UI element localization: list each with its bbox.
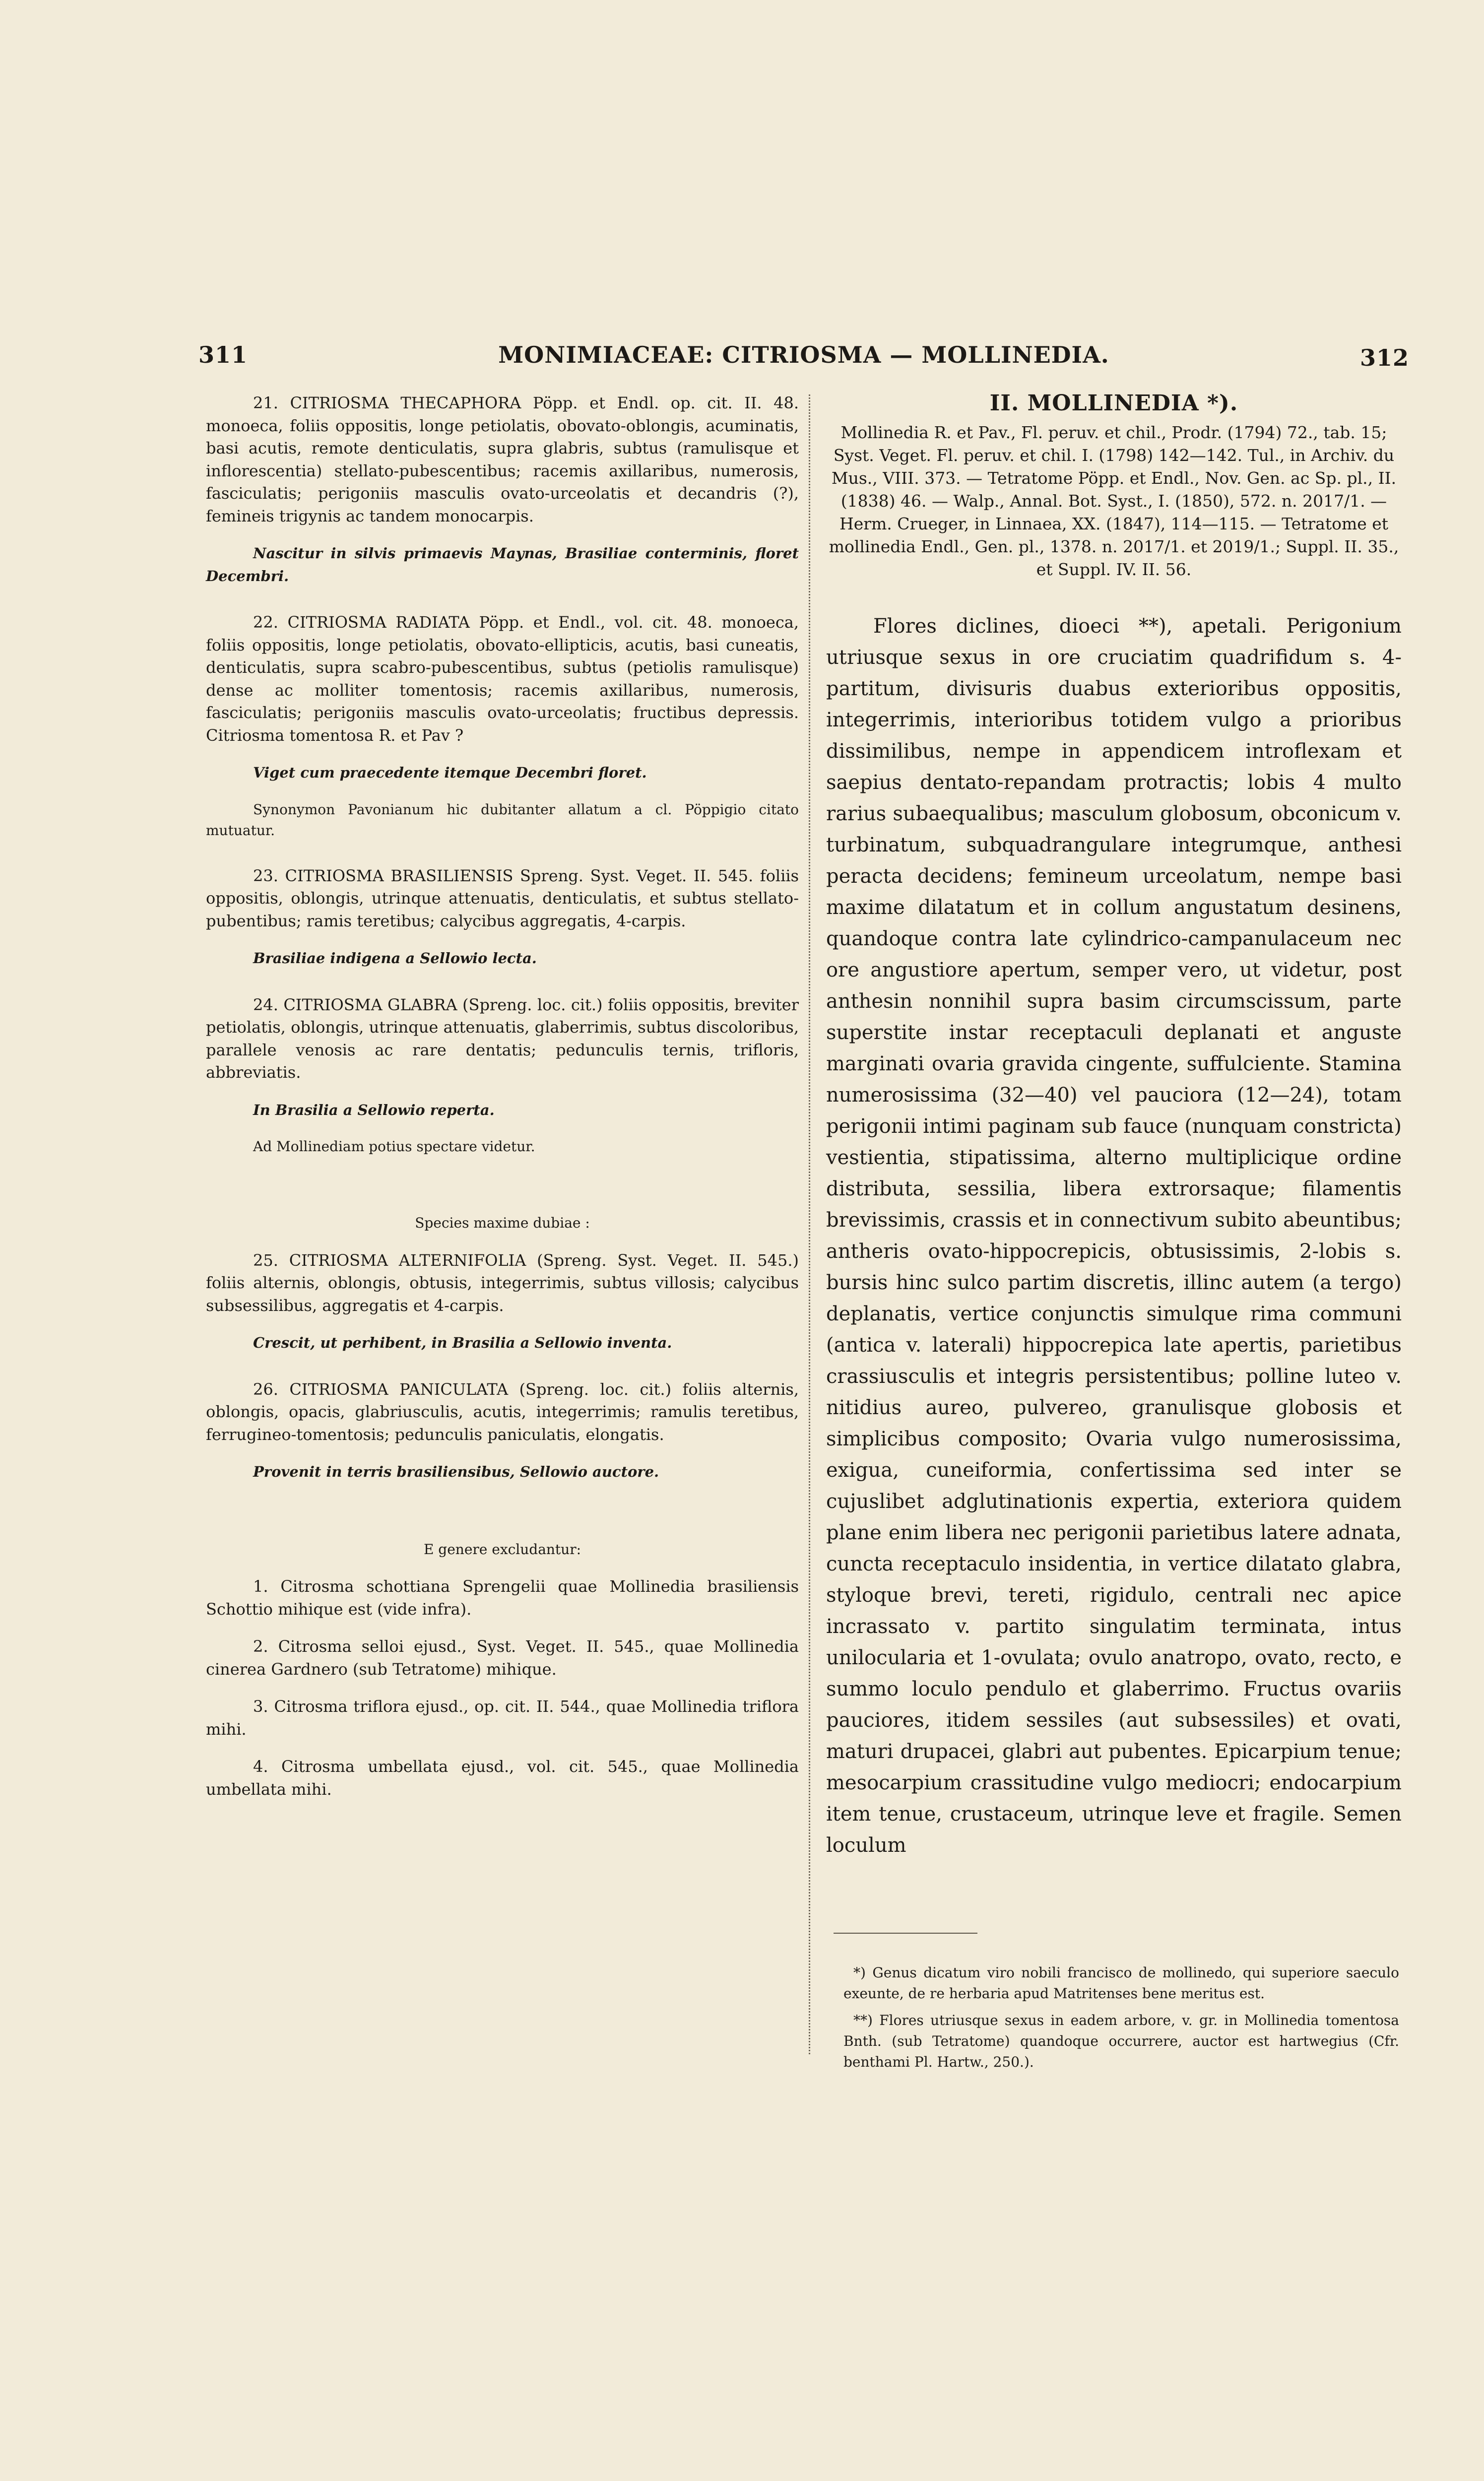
genus-description: Flores diclines, dioeci **), apetali. Perigonium utriusque sexus in ore cruciatim quadrifidum s. 4-partitum, divisuris duabus exterioribus oppositis, integerrimis, interioribus totidem vulgo a prioribus dissimilibus, nempe in appendicem introflexam et saepius dentato-repandam protractis; lobis 4 multo rarius subaequalibus; masculum globosum, obconicum v. turbinatum, subquadrangulare integrumque, anthesi peracta decidens; femineum urceolatum, nempe basi maxime dilatatum et in collum angustatum desinens, quandoque contra late cylindrico-campanulaceum nec ore angustiore apertum, semper vero, ut videtur, post anthesin nonnihil supra basim circumscissum, parte superstite instar receptaculi deplanati et anguste marginati ovaria gravida cingente, suffulciente. Stamina numerosissima (32—40) vel pauciora (12—24), totam perigonii intimi paginam sub fauce (nunquam constricta) vestientia, stipatissima, alterno multiplicique ordine distributa, sessilia, libera extrorsaque; filamentis brevissimis, crassis et in connectivum subito abeuntibus; antheris ovato-hippocrepicis, obtusissimis, 2-lobis s. bursis hinc sulco partim discretis, illinc autem (a tergo) deplanatis, vertice conjunctis simulque rima communi (antica v. laterali) hippocrepica late apertis, parietibus crassiusculis et integris persistentibus; polline luteo v. nitidius aureo, pulvereo, granulisque globosis et simplicibus composito; Ovaria vulgo numerosissima, exigua, cuneiformia, confertissima sed inter se cujuslibet adglutinationis expertia, exteriora quidem plane enim libera nec perigonii parietibus latere adnata, cuncta receptaculo insidentia, in vertice dilatato glabra, styloque brevi, tereti, rigidulo, centrali nec apice incrassato v. partito singulatim terminata, intus unilocularia et 1-ovulata; ovulo anatropo, ovato, recto, e summo loculo pendulo et glaberrimo. Fructus ovariis pauciores, itidem sessiles (aut subsessiles) et ovati, maturi drupacei, glabri aut pubentes. Epicarpium tenue; mesocarpium crassitudine vulgo mediocri; endocarpium item tenue, crustaceum, utrinque leve et fragile. Semen loculum [826, 615, 1402, 1857]
footnotes [843, 1962, 1399, 2073]
habitat-26: Provenit in terris brasiliensibus, Sellowio auctore. [253, 1463, 659, 1480]
species-entry-25: 25. CITRIOSMA ALTERNIFOLIA (Spreng. Syst. Veget. II. 545.) foliis alternis, oblongis, obtusis, integerrimis, subtus villosis; calycibus subsessilibus, aggregatis et 4-carpis. [206, 1250, 799, 1315]
habitat-24: In Brasilia a Sellowio reperta. [253, 1101, 495, 1118]
habitat-25: Crescit, ut perhibent, in Brasilia a Sellowio inventa. [253, 1334, 672, 1351]
habitat-21: Nascitur in silvis primaevis Maynas, Brasiliae conterminis, floret Decembri. [206, 545, 799, 585]
column-divider [809, 394, 812, 2054]
page-number-left: 311 [198, 341, 248, 368]
excluded-item-2: 2. Citrosma selloi ejusd., Syst. Veget. II. 545., quae Mollinedia cinerea Gardnero (sub Tetratome) mihique. [206, 1637, 799, 1679]
excluded-item-4: 4. Citrosma umbellata ejusd., vol. cit. 545., quae Mollinedia umbellata mihi. [206, 1757, 799, 1799]
note-22: Synonymon Pavonianum hic dubitanter allatum a cl. Pöppigio citato mutuatur. [206, 801, 799, 839]
habitat-23: Brasiliae indigena a Sellowio lecta. [253, 950, 537, 967]
genus-synonymy: Mollinedia R. et Pav., Fl. peruv. et chil., Prodr. (1794) 72., tab. 15; Syst. Veget. Fl. peruv. et chil. I. (1798) 142—142. Tul., in Archiv. du Mus., VIII. 373. — Tetratome Pöpp. et Endl., Nov. Gen. ac Sp. pl., II. (1838) 46. — Walp., Annal. Bot. Syst., I. (1850), 572. n. 2017/1. — Herm. Crueger, in Linnaea, XX. (1847), 114—115. — Tetratome et mollinedia Endl., Gen. pl., 1378. n. 2017/1. et 2019/1.; Suppl. II. 35., et Suppl. IV. II. 56. [829, 423, 1399, 579]
running-title: MONIMIACEAE: CITRIOSMA — MOLLINEDIA. [498, 341, 1109, 368]
footnote-rule [834, 1933, 977, 1934]
species-entry-21: 21. CITRIOSMA THECAPHORA Pöpp. et Endl. op. cit. II. 48. monoeca, foliis oppositis, longe petiolatis, obovato-oblongis, acuminatis, basi acutis, remote denticulatis, supra glabris, subtus (ramulisque et inflorescentia) stellato-pubescentibus; racemis axillaribus, numerosis, fasciculatis; perigoniis masculis ovato-urceolatis et decandris (?), femineis trigynis ac tandem monocarpis. [206, 393, 799, 525]
habitat-22: Viget cum praecedente itemque Decembri floret. [253, 764, 647, 781]
right-column [826, 392, 1402, 1861]
excluded-heading: E genere excludantur: [423, 1541, 581, 1558]
footnote-1: *) Genus dicatum viro nobili francisco de mollinedo, qui superiore saeculo exeunte, de re herbaria apud Matritenses bene meritus est. [843, 1964, 1399, 2002]
species-entry-23: 23. CITRIOSMA BRASILIENSIS Spreng. Syst. Veget. II. 545. foliis oppositis, oblongis, utrinque attenuatis, denticulatis, et subtus stellato-pubentibus; ramis teretibus; calycibus aggregatis, 4-carpis. [206, 866, 799, 930]
excluded-item-3: 3. Citrosma triflora ejusd., op. cit. II. 544., quae Mollinedia triflora mihi. [206, 1697, 799, 1739]
dubious-species-heading: Species maxime dubiae : [415, 1215, 590, 1231]
species-entry-22: 22. CITRIOSMA RADIATA Pöpp. et Endl., vol. cit. 48. monoeca, foliis oppositis, longe petiolatis, obovato-ellipticis, acutis, basi cuneatis, denticulatis, supra scabro-pubescentibus, subtus (petiolis ramulisque) dense ac molliter tomentosis; racemis axillaribus, numerosis, fasciculatis; perigoniis masculis ovato-urceolatis; fructibus depressis. Citriosma tomentosa R. et Pav ? [206, 613, 799, 745]
footnote-2: **) Flores utriusque sexus in eadem arbore, v. gr. in Mollinedia tomentosa Bnth. (sub Tetratome) quandoque occurrere, auctor est hartwegius (Cfr. benthami Pl. Hartw., 250.). [843, 2012, 1399, 2070]
species-entry-26: 26. CITRIOSMA PANICULATA (Spreng. loc. cit.) foliis alternis, oblongis, opacis, glabriusculis, acutis, integerrimis; ramulis teretibus, ferrugineo-tomentosis; pedunculis paniculatis, elongatis. [206, 1379, 799, 1444]
genus-heading: II. MOLLINEDIA *). [989, 391, 1238, 416]
excluded-item-1: 1. Citrosma schottiana Sprengelii quae Mollinedia brasiliensis Schottio mihique est (vide infra). [206, 1577, 799, 1619]
species-entry-24: 24. CITRIOSMA GLABRA (Spreng. loc. cit.) foliis oppositis, breviter petiolatis, oblongis, utrinque attenuatis, glaberrimis, subtus discoloribus, parallele venosis ac rare dentatis; pedunculis ternis, trifloris, abbreviatis. [206, 995, 799, 1082]
left-column [206, 392, 799, 1801]
running-header [198, 341, 1409, 381]
page-number-right: 312 [1359, 344, 1409, 371]
note-24: Ad Mollinediam potius spectare videtur. [253, 1138, 535, 1155]
